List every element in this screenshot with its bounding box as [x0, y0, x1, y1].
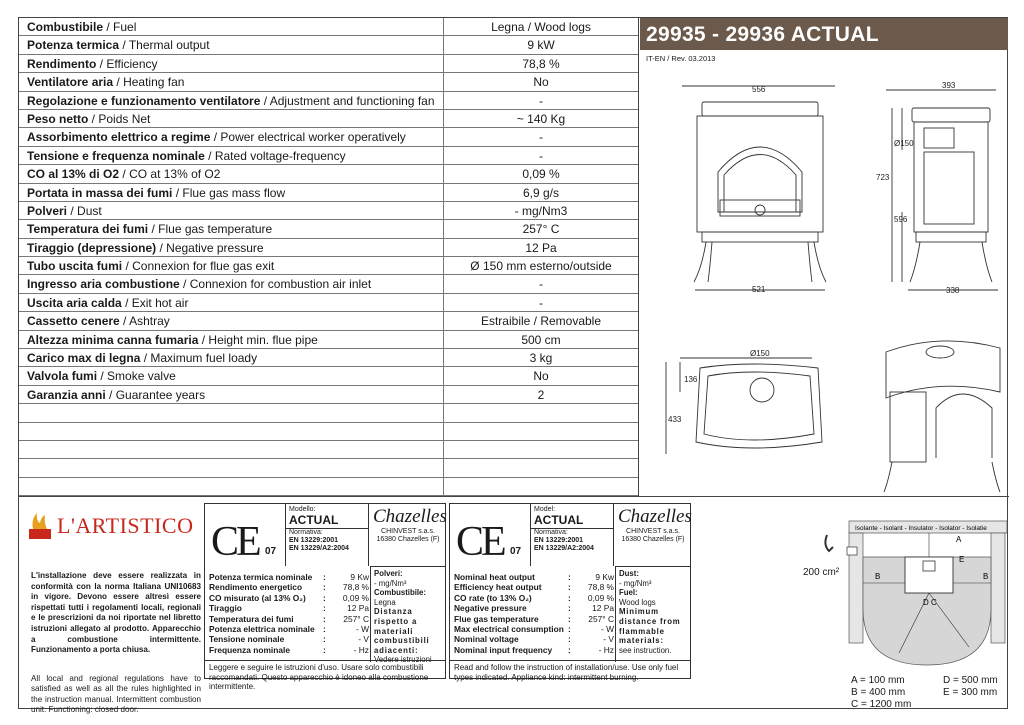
plate-spec-row	[209, 582, 369, 592]
spec-row	[19, 257, 638, 275]
plate-city: 16380 Chazelles (F)	[376, 536, 440, 543]
model-label: Model:	[534, 506, 556, 513]
plate-spec-colon: :	[323, 634, 326, 645]
clear-label-a: A	[956, 535, 962, 544]
dim-side-top: 393	[942, 81, 956, 90]
spec-label-it: Temperatura dei fumi	[27, 222, 149, 237]
model-label: Modello:	[289, 506, 316, 513]
footer	[19, 496, 1009, 714]
plate-brand: Chazelles	[373, 506, 447, 527]
spec-table	[19, 18, 639, 496]
plate-spec-row	[454, 572, 614, 582]
spec-label: Tubo uscita fumi / Connexion for flue gas exit	[19, 257, 444, 274]
spec-row	[19, 239, 638, 257]
dim-height-lower: 596	[894, 215, 908, 224]
spec-value: 6,9 g/s	[522, 185, 560, 200]
spec-row	[19, 18, 638, 36]
plate-spec-key: Frequenza nominale	[209, 644, 290, 655]
spec-label-it: Valvola fumi	[27, 369, 98, 384]
spec-label: Rendimento / Efficiency	[19, 55, 444, 72]
plate-spec-value: - W	[355, 624, 369, 635]
spec-value: -	[539, 93, 543, 108]
spec-row	[19, 349, 638, 367]
plate-spec-key: Efficiency heat output	[454, 582, 542, 593]
dim-front-top: 556	[752, 85, 766, 94]
spec-row	[19, 147, 638, 165]
spec-label-it: Cassetto cenere	[27, 314, 120, 329]
dim-plan-433: 433	[668, 415, 682, 424]
spec-value: Ø 150 mm esterno/outside	[470, 259, 612, 274]
distance-label: Minimum distance from flammable materials:	[619, 607, 681, 646]
spec-label-it: Ventilatore aria	[27, 75, 114, 90]
plate-spec-value: 12 Pa	[347, 603, 369, 614]
spec-label-it: Combustibile	[27, 20, 104, 34]
spec-value: ~ 140 Kg	[516, 111, 566, 126]
spec-label-en: Heating fan	[123, 75, 185, 90]
model-name: ACTUAL	[531, 514, 613, 529]
plate-note: Leggere e seguire le istruzioni d'uso. Usare solo combustibili raccomandati. Questo apparecchio è idoneo alla combustione intermittente.	[205, 660, 445, 694]
plate-spec-value: 257° C	[343, 613, 369, 624]
clear-d: D = 500 mm	[943, 675, 998, 686]
dim-front-bottom: 521	[752, 285, 766, 294]
spec-label: Ventilatore aria / Heating fan	[19, 73, 444, 90]
plate-city: 16380 Chazelles (F)	[621, 536, 685, 543]
spec-value: -	[539, 295, 543, 310]
rating-plate-en	[449, 503, 692, 682]
plate-spec-key: Nominal voltage	[454, 634, 519, 645]
spec-value: 2	[537, 387, 545, 402]
plate-spec-colon: :	[323, 624, 326, 635]
spec-value: No	[533, 75, 549, 90]
clear-b: B = 400 mm	[851, 687, 906, 698]
spec-value: -	[539, 277, 543, 292]
plate-spec-row	[454, 645, 614, 655]
stove-drawing	[640, 62, 1008, 494]
spec-label-en: Fuel	[113, 20, 137, 34]
spec-label: Portata in massa dei fumi / Flue gas mass flow	[19, 184, 444, 201]
dim-plan-flue: Ø150	[750, 349, 770, 358]
plate-note: Read and follow the instruction of installation/use. Use only fuel types indicated. Appliance kind: intermittent burning.	[450, 660, 690, 684]
plate-spec-value: - Hz	[353, 644, 369, 655]
plate-spec-row	[454, 624, 614, 634]
spec-label-it: Peso netto	[27, 111, 89, 126]
spec-value: - mg/Nm3	[514, 203, 568, 218]
dim-height: 723	[876, 173, 890, 182]
spec-label: Polveri / Dust	[19, 202, 444, 219]
plate-spec-key: CO misurato (al 13% O₂)	[209, 592, 306, 603]
spec-label-en: Efficiency	[106, 56, 158, 71]
spec-row	[19, 275, 638, 293]
spec-label-it: Carico max di legna	[27, 351, 141, 366]
plate-spec-value: - V	[358, 634, 369, 645]
plate-spec-row	[454, 593, 614, 603]
plate-spec-row	[454, 603, 614, 613]
clear-label-b-left: B	[875, 572, 881, 581]
plate-spec-row	[209, 645, 369, 655]
plate-spec-row	[454, 634, 614, 644]
plate-spec-row	[209, 624, 369, 634]
product-title: 29935 - 29936 ACTUAL	[640, 18, 1008, 50]
spec-row-empty	[19, 441, 638, 459]
spec-row	[19, 128, 638, 146]
plate-spec-colon: :	[568, 603, 571, 614]
spec-row	[19, 331, 638, 349]
spec-label: Uscita aria calda / Exit hot air	[19, 294, 444, 311]
plate-spec-colon: :	[568, 624, 571, 635]
spec-row	[19, 73, 638, 91]
plate-spec-colon: :	[323, 572, 326, 582]
clear-label-e: E	[959, 555, 965, 564]
plate-spec-row	[454, 614, 614, 624]
technical-drawings	[640, 62, 1008, 494]
spec-label: Peso netto / Poids Net	[19, 110, 444, 127]
plate-spec-list	[209, 572, 369, 655]
spec-label: Tensione e frequenza nominale / Rated voltage-frequency	[19, 147, 444, 164]
spec-label-it: Altezza minima canna fumaria	[27, 332, 199, 347]
plate-spec-key: Rendimento energetico	[209, 582, 303, 593]
plate-spec-key: CO rate (to 13% O₂)	[454, 592, 532, 603]
plate-spec-colon: :	[568, 572, 571, 582]
plate-spec-row	[209, 614, 369, 624]
fuel-label: Combustibile:	[374, 588, 426, 598]
plate-spec-value: 0,09 %	[587, 592, 614, 603]
plate-spec-value: 78,8 %	[342, 582, 369, 593]
spec-row	[19, 312, 638, 330]
spec-label-it: Assorbimento elettrico a regime	[27, 130, 211, 145]
spec-row	[19, 386, 638, 404]
plate-spec-key: Tensione nominale	[209, 634, 285, 645]
plate-spec-value: 9 Kw	[595, 572, 614, 582]
spec-row	[19, 110, 638, 128]
distance-value: see instruction.	[619, 645, 672, 655]
install-text-it: L'installazione deve essere realizzata in conformità con la norma Italiana UNI10683 in vigore. Devono essere altresì essere rispettati tutti i regolamenti locali, regionali e le prescrizioni da noi riportate nel libretto istruzioni allegato al prodotto. Apparecchio a combustione intermittente. Funzionamento a porta chiusa.	[31, 571, 201, 655]
plate-spec-colon: :	[323, 592, 326, 603]
dust-label: Polveri:	[374, 569, 403, 578]
distance-label: Distanza rispetto a materiali combustibili adiacenti:	[374, 607, 430, 655]
clear-label-c: C	[931, 598, 937, 607]
plate-spec-key: Tiraggio	[209, 603, 242, 614]
flame-icon	[27, 511, 53, 541]
spec-value: 3 kg	[529, 351, 553, 366]
plate-spec-key: Max electrical consumption	[454, 624, 564, 635]
spec-label-it: Garanzia anni	[27, 387, 106, 402]
spec-label-it: Rendimento	[27, 56, 97, 71]
norm-1: EN 13229:2001	[289, 537, 339, 544]
spec-value: 78,8 %	[522, 56, 560, 71]
clearance-diagram	[803, 497, 1009, 711]
plate-spec-value: 257° C	[588, 613, 614, 624]
spec-label-en: Rated voltage-frequency	[214, 148, 346, 163]
plate-spec-value: 78,8 %	[587, 582, 614, 593]
spec-label-en: Poids Net	[98, 111, 151, 126]
spec-label-en: Thermal output	[128, 38, 210, 53]
spec-row-empty	[19, 478, 638, 496]
plate-maker: CHINVEST s.a.s.	[381, 528, 435, 535]
dim-flue: Ø150	[894, 139, 914, 148]
spec-row-empty	[19, 404, 638, 422]
spec-value: -	[539, 130, 543, 145]
dust-label: Dust:	[619, 569, 639, 578]
plate-spec-list	[454, 572, 614, 655]
dust-value: - mg/Nm³	[619, 578, 652, 588]
spec-label-en: Exit hot air	[131, 295, 189, 310]
spec-row	[19, 36, 638, 54]
dust-value: - mg/Nm³	[374, 578, 407, 588]
spec-label-en: Height min. flue pipe	[208, 332, 318, 347]
plate-spec-colon: :	[323, 644, 326, 655]
spec-row	[19, 367, 638, 385]
spec-row-empty	[19, 423, 638, 441]
plate-spec-colon: :	[568, 592, 571, 603]
spec-value: 500 cm	[521, 332, 561, 347]
plate-spec-colon: :	[323, 582, 326, 593]
spec-row	[19, 294, 638, 312]
norm-label: Normativa:	[534, 529, 568, 536]
spec-label: Regolazione e funzionamento ventilatore / Adjustment and functioning fan	[19, 92, 444, 109]
spec-value: Legna / Wood logs	[491, 20, 591, 34]
spec-value: No	[533, 369, 549, 384]
spec-label-en: Maximum fuel loady	[150, 351, 258, 366]
rating-plate-it	[204, 503, 447, 692]
spec-label-it: Tubo uscita fumi	[27, 259, 123, 274]
plate-maker: CHINVEST s.a.s.	[626, 528, 680, 535]
spec-label: Potenza termica / Thermal output	[19, 36, 444, 53]
spec-row	[19, 202, 638, 220]
spec-label-en: CO at 13% of O2	[129, 167, 221, 182]
clear-label-d: D	[923, 598, 929, 607]
spec-label-en: Connexion for flue gas exit	[132, 259, 275, 274]
insulator-label: Isolante - Isolant - Insulator - Isolator - Isolatie	[855, 525, 987, 532]
plate-spec-key: Negative pressure	[454, 603, 527, 614]
plate-spec-key: Nominal input frequency	[454, 644, 553, 655]
plate-spec-key: Temperatura dei fumi	[209, 613, 294, 624]
spec-label-en: Flue gas mass flow	[182, 185, 286, 200]
clear-c: C = 1200 mm	[851, 699, 912, 710]
spec-label: Tiraggio (depressione) / Negative pressure	[19, 239, 444, 256]
plate-spec-value: - W	[600, 624, 614, 635]
spec-label-it: Polveri	[27, 203, 68, 218]
clear-a: A = 100 mm	[851, 675, 905, 686]
spec-row	[19, 184, 638, 202]
plate-brand: Chazelles	[618, 506, 692, 527]
plate-spec-key: Flue gas temperature	[454, 613, 539, 624]
revision-label: IT-EN / Rev. 03.2013	[646, 54, 716, 63]
plate-spec-colon: :	[568, 613, 571, 624]
plate-spec-colon: :	[568, 582, 571, 593]
spec-value: 12 Pa	[525, 240, 557, 255]
spec-row	[19, 55, 638, 73]
plate-spec-value: 9 Kw	[350, 572, 369, 582]
model-name: ACTUAL	[286, 514, 368, 529]
ce-code: 07	[510, 546, 522, 557]
norm-1: EN 13229:2001	[534, 537, 584, 544]
plate-spec-row	[209, 572, 369, 582]
ce-code: 07	[265, 546, 277, 557]
spec-value: Estraibile / Removable	[480, 314, 602, 329]
fuel-value: Legna	[374, 597, 396, 607]
spec-value: 9 kW	[527, 38, 555, 53]
ce-mark: CE	[211, 519, 259, 565]
spec-label-it: CO al 13% di O2	[27, 167, 120, 182]
air-area: 200 cm²	[803, 567, 840, 578]
spec-label: Ingresso aria combustione / Connexion for combustion air inlet	[19, 275, 444, 292]
spec-label: Valvola fumi / Smoke valve	[19, 367, 444, 384]
spec-value: -	[539, 148, 543, 163]
spec-label-en: Flue gas temperature	[158, 222, 273, 237]
spec-label: Combustibile / Fuel	[19, 18, 444, 35]
plate-spec-row	[209, 593, 369, 603]
distance-value: Vedere istruzioni	[374, 655, 432, 665]
ce-mark: CE	[456, 519, 504, 565]
dim-side-bottom: 338	[946, 286, 960, 295]
spec-row	[19, 220, 638, 238]
brand-name: L'ARTISTICO	[57, 513, 194, 538]
spec-label: Carico max di legna / Maximum fuel loady	[19, 349, 444, 366]
plate-spec-value: 12 Pa	[592, 603, 614, 614]
spec-value: 0,09 %	[522, 167, 560, 182]
spec-label: Assorbimento elettrico a regime / Power electrical worker operatively	[19, 128, 444, 145]
spec-label: Altezza minima canna fumaria / Height min. flue pipe	[19, 331, 444, 348]
plate-spec-key: Potenza termica nominale	[209, 572, 313, 582]
spec-label: Garanzia anni / Guarantee years	[19, 386, 444, 403]
spec-value: 257° C	[522, 222, 560, 237]
spec-label-it: Portata in massa dei fumi	[27, 185, 173, 200]
norm-2: EN 13229/A2:2004	[534, 545, 594, 552]
brand-logo	[27, 511, 197, 541]
plate-spec-value: - Hz	[598, 644, 614, 655]
spec-label: CO al 13% di O2 / CO at 13% of O2	[19, 165, 444, 182]
norm-label: Normativa:	[289, 529, 323, 536]
plate-spec-colon: :	[568, 644, 571, 655]
fuel-label: Fuel:	[619, 588, 638, 598]
plate-spec-value: - V	[603, 634, 614, 645]
spec-label-en: Negative pressure	[166, 240, 264, 255]
spec-label-en: Dust	[77, 203, 102, 218]
spec-label: Temperatura dei fumi / Flue gas temperature	[19, 220, 444, 237]
spec-label-it: Ingresso aria combustione	[27, 277, 180, 292]
spec-label-en: Smoke valve	[107, 369, 176, 384]
spec-label-en: Guarantee years	[115, 387, 206, 402]
plate-spec-row	[209, 634, 369, 644]
clear-e: E = 300 mm	[943, 687, 998, 698]
plate-spec-row	[209, 603, 369, 613]
install-text-en: All local and regional regulations have to satisfied as well as all the rules highlighted in the instruction manual. Intermittent combustion unit. Functioning: closed door.	[31, 674, 201, 714]
spec-label-it: Tiraggio (depressione)	[27, 240, 157, 255]
dim-plan-136: 136	[684, 375, 698, 384]
spec-label-en: Connexion for combustion air inlet	[189, 277, 372, 292]
plate-spec-colon: :	[323, 603, 326, 614]
plate-spec-key: Potenza elettrica nominale	[209, 624, 315, 635]
spec-row	[19, 165, 638, 183]
data-sheet	[18, 17, 1008, 714]
plate-spec-key: Nominal heat output	[454, 572, 535, 582]
plate-spec-row	[454, 582, 614, 592]
spec-label-en: Power electrical worker operatively	[220, 130, 406, 145]
plate-spec-colon: :	[323, 613, 326, 624]
plate-spec-value: 0,09 %	[342, 592, 369, 603]
fuel-value: Wood logs	[619, 597, 656, 607]
norm-2: EN 13229/A2:2004	[289, 545, 349, 552]
spec-row-empty	[19, 459, 638, 477]
spec-label-en: Ashtray	[129, 314, 170, 329]
spec-label-it: Regolazione e funzionamento ventilatore	[27, 93, 261, 108]
spec-label-it: Tensione e frequenza nominale	[27, 148, 205, 163]
spec-label-en: Adjustment and functioning fan	[269, 93, 435, 108]
spec-label-it: Potenza termica	[27, 38, 120, 53]
spec-row	[19, 92, 638, 110]
spec-label: Cassetto cenere / Ashtray	[19, 312, 444, 329]
clear-label-b-right: B	[983, 572, 989, 581]
plate-spec-colon: :	[568, 634, 571, 645]
spec-label-it: Uscita aria calda	[27, 295, 122, 310]
